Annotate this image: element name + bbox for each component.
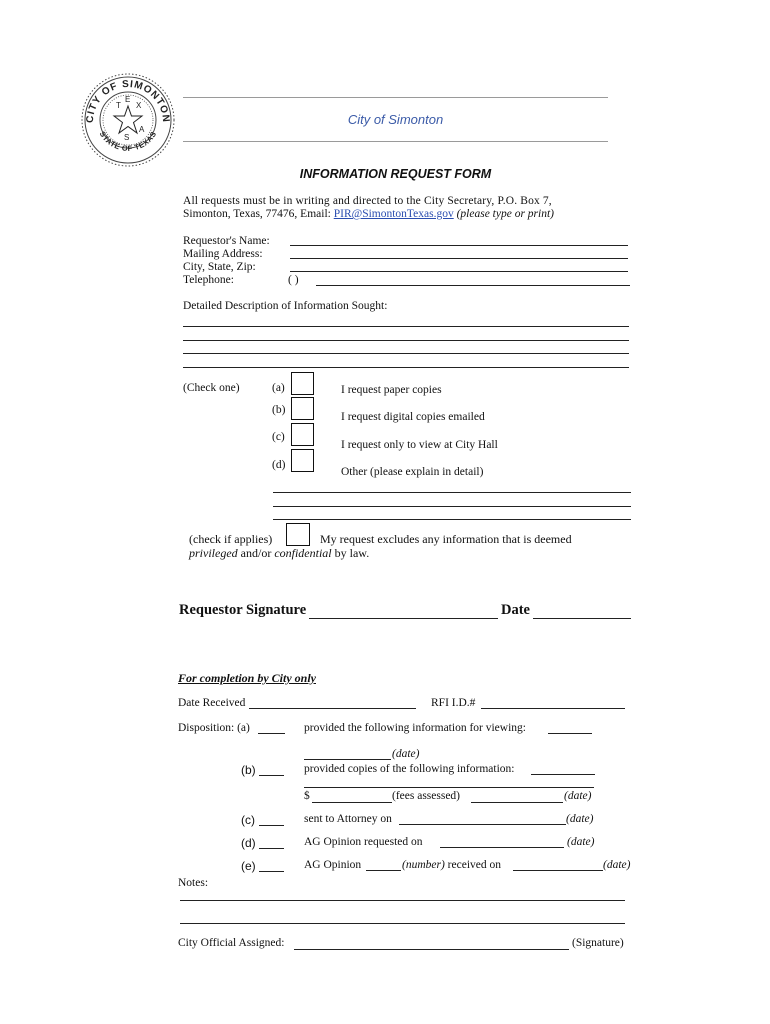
header-rule-top xyxy=(183,97,608,98)
disposition-e-letter: (e) xyxy=(241,859,256,873)
official-signature-label: (Signature) xyxy=(572,937,624,949)
city-state-zip-label: City, State, Zip: xyxy=(183,261,256,273)
form-title: INFORMATION REQUEST FORM xyxy=(299,167,492,181)
signature-date-field[interactable] xyxy=(533,618,631,619)
confidential-word: confidential xyxy=(274,546,332,560)
other-explain-line-2[interactable] xyxy=(273,506,631,507)
requestor-name-label: Requestor's Name: xyxy=(183,235,270,247)
disposition-c-letter: (c) xyxy=(241,813,255,827)
city-name: City of Simonton xyxy=(347,112,444,127)
telephone-field[interactable] xyxy=(316,285,630,286)
intro-line-2-prefix: Simonton, Texas, 77476, Email: xyxy=(183,208,334,220)
option-d-text: Other (please explain in detail) xyxy=(341,466,484,478)
option-a-text: I request paper copies xyxy=(341,384,442,396)
seal-letter-s: S xyxy=(124,133,130,142)
exclusion-text: My request excludes any information that is deemed xyxy=(320,532,572,546)
attorney-date-label: (date) xyxy=(566,813,594,825)
check-if-applies-label: (check if applies) xyxy=(189,532,273,546)
fees-date-field[interactable] xyxy=(471,802,563,803)
by-law-word: by law. xyxy=(331,546,370,560)
option-d-letter: (d) xyxy=(272,459,286,471)
ag-opinion-number-field[interactable] xyxy=(366,870,401,871)
rfi-id-label: RFI I.D.# xyxy=(431,697,476,709)
disposition-e-text: AG Opinion xyxy=(304,859,362,871)
city-official-field[interactable] xyxy=(294,949,569,950)
check-one-label: (Check one) xyxy=(183,382,240,394)
seal-letter-a: A xyxy=(139,125,145,134)
fees-assessed-label: (fees assessed) xyxy=(392,790,461,802)
disposition-c-text: sent to Attorney on xyxy=(304,813,392,825)
intro-line-2 xyxy=(183,208,554,220)
telephone-label: Telephone: xyxy=(183,274,234,286)
seal-top-text: CITY OF SIMONTON xyxy=(84,78,172,124)
disposition-a-field[interactable] xyxy=(258,733,285,734)
disposition-b-text: provided copies of the following information: xyxy=(304,763,515,775)
disposition-e-field[interactable] xyxy=(259,871,284,872)
intro-line-2-suffix: (please type or print) xyxy=(453,208,555,220)
disposition-d-field[interactable] xyxy=(259,848,284,849)
option-a-letter: (a) xyxy=(272,382,285,394)
option-c-checkbox[interactable] xyxy=(291,423,314,446)
privileged-word: privileged xyxy=(189,546,238,560)
option-c-letter: (c) xyxy=(272,431,285,443)
ag-opinion-number-label xyxy=(402,859,501,871)
city-official-label: City Official Assigned: xyxy=(178,937,285,949)
notes-line-1[interactable] xyxy=(180,900,625,901)
ag-received-date-field[interactable] xyxy=(513,870,603,871)
fees-amount-field[interactable] xyxy=(312,802,392,803)
other-explain-line-1[interactable] xyxy=(273,492,631,493)
intro-line-1: All requests must be in writing and directed to the City Secretary, P.O. Box 7, xyxy=(183,195,552,207)
and-or-word: and/or xyxy=(237,546,275,560)
disposition-d-letter: (d) xyxy=(241,836,256,850)
city-seal-logo xyxy=(80,72,176,168)
signature-date-label: Date xyxy=(501,602,530,618)
ag-received-date-label: (date) xyxy=(603,859,631,871)
disposition-b-field[interactable] xyxy=(259,775,284,776)
disposition-a-text: provided the following information for viewing: xyxy=(304,722,526,734)
notes-label: Notes: xyxy=(178,877,209,889)
option-a-checkbox[interactable] xyxy=(291,372,314,395)
description-line-4[interactable] xyxy=(183,367,629,368)
ag-requested-date-label: (date) xyxy=(567,836,595,848)
seal-bottom-text: STATE OF TEXAS xyxy=(97,129,159,154)
disposition-a-info-field[interactable] xyxy=(548,733,592,734)
disposition-c-field[interactable] xyxy=(259,825,284,826)
requestor-signature-label: Requestor Signature xyxy=(179,602,307,618)
disposition-d-text: AG Opinion requested on xyxy=(304,836,423,848)
exclusion-checkbox[interactable] xyxy=(286,523,310,546)
option-b-letter: (b) xyxy=(272,404,286,416)
disposition-b-info-field[interactable] xyxy=(531,774,595,775)
attorney-date-field[interactable] xyxy=(399,824,566,825)
disposition-b-info-line[interactable] xyxy=(304,787,594,788)
fees-date-label: (date) xyxy=(564,790,592,802)
date-received-label: Date Received xyxy=(178,697,246,709)
disposition-a-date-field[interactable] xyxy=(304,759,391,760)
option-c-text: I request only to view at City Hall xyxy=(341,439,498,451)
city-state-zip-field[interactable] xyxy=(290,271,628,272)
description-line-2[interactable] xyxy=(183,340,629,341)
requestor-signature-field[interactable] xyxy=(309,618,498,619)
option-b-text: I request digital copies emailed xyxy=(341,411,485,423)
requestor-name-field[interactable] xyxy=(290,245,628,246)
ag-requested-date-field[interactable] xyxy=(440,847,564,848)
description-line-3[interactable] xyxy=(183,353,629,354)
mailing-address-field[interactable] xyxy=(290,258,628,259)
number-italic: (number) xyxy=(402,859,445,871)
email-link[interactable]: PIR@SimontonTexas.gov xyxy=(333,208,454,220)
city-only-heading: For completion by City only xyxy=(178,671,316,685)
mailing-address-label: Mailing Address: xyxy=(183,248,263,260)
header-rule-bottom xyxy=(183,141,608,142)
telephone-area-code: ( ) xyxy=(288,274,299,286)
disposition-b-letter: (b) xyxy=(241,763,256,777)
received-on-text: received on xyxy=(444,859,501,871)
option-b-checkbox[interactable] xyxy=(291,397,314,420)
option-d-checkbox[interactable] xyxy=(291,449,314,472)
seal-letter-x: X xyxy=(136,101,142,110)
seal-letter-e: E xyxy=(125,95,131,104)
seal-letter-t: T xyxy=(116,101,121,110)
disposition-a-label: Disposition: (a) xyxy=(178,722,250,734)
description-line-1[interactable] xyxy=(183,326,629,327)
rfi-id-field[interactable] xyxy=(481,708,625,709)
disposition-a-date-label: (date) xyxy=(392,748,420,760)
other-explain-line-3[interactable] xyxy=(273,519,631,520)
date-received-field[interactable] xyxy=(249,708,416,709)
notes-line-2[interactable] xyxy=(180,923,625,924)
description-label: Detailed Description of Information Sought: xyxy=(183,300,388,312)
dollar-sign: $ xyxy=(304,790,310,802)
exclusion-text-2 xyxy=(189,546,369,561)
